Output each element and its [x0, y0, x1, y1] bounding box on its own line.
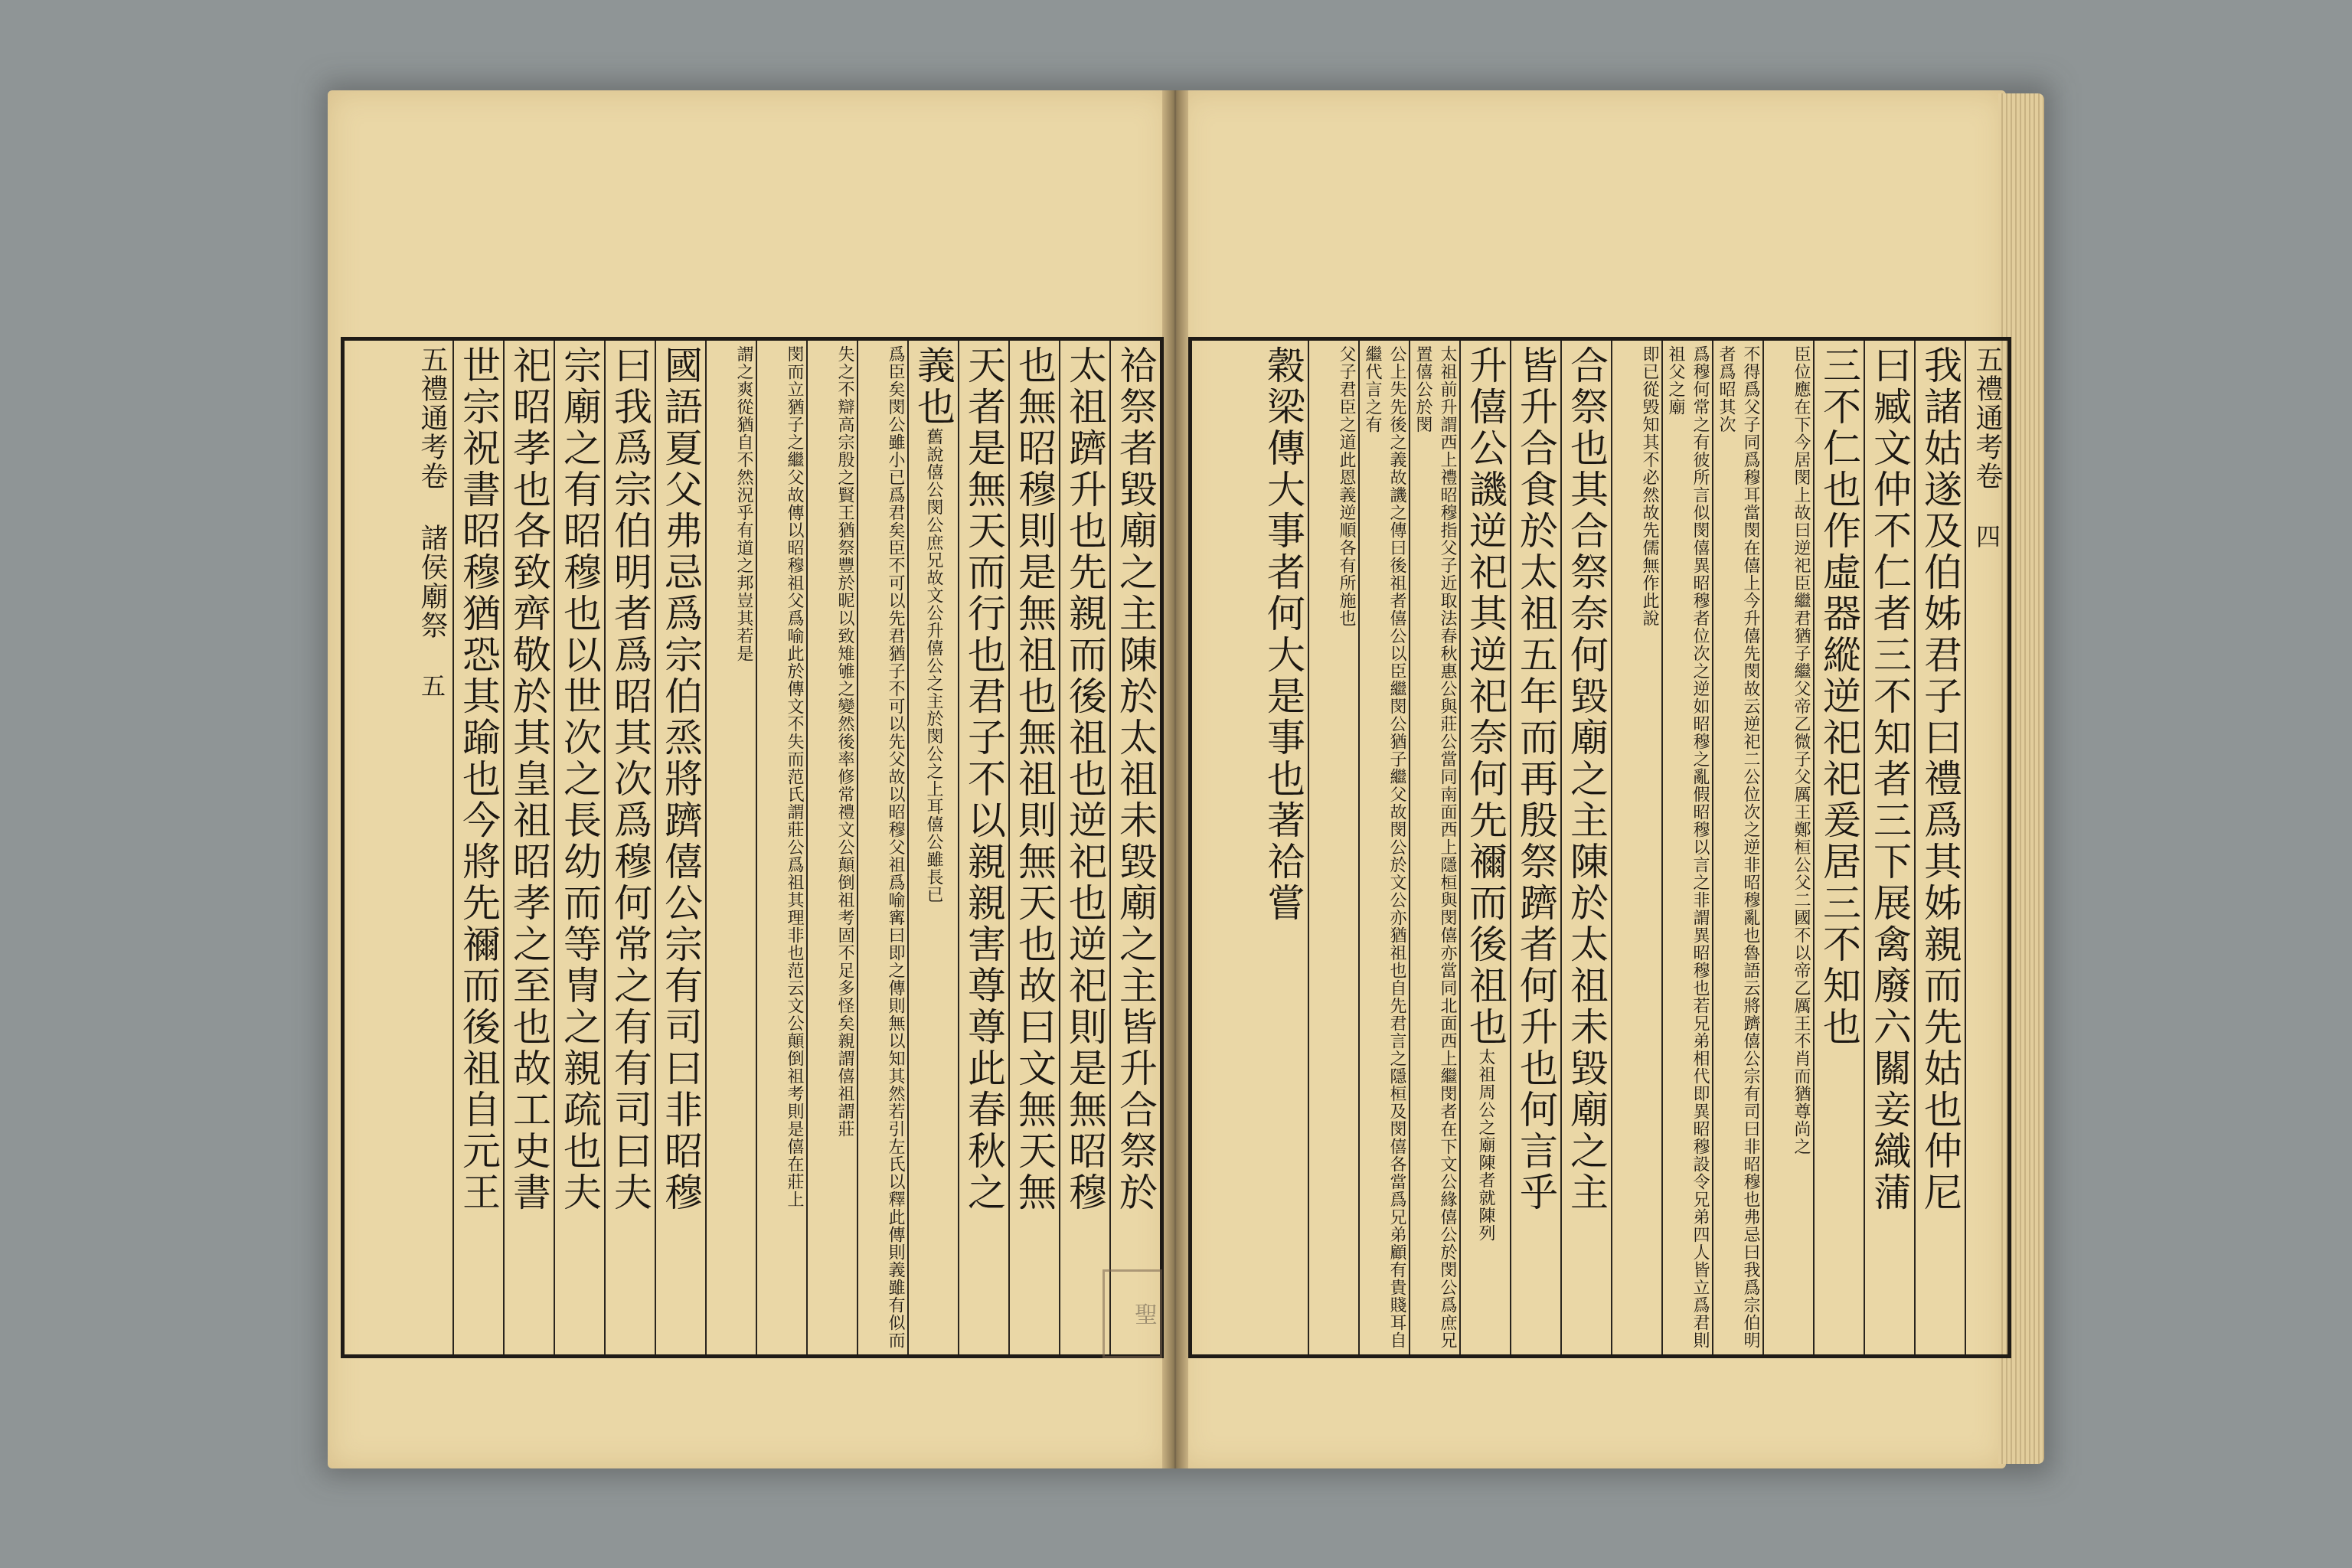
note-text: 臣位應在下今居閔上故曰逆祀臣繼君猶子繼父帝乙微子父厲王鄭桓公父: [1792, 345, 1811, 891]
text-column: 三不仁也作虛器縱逆祀祀爰居三不知也: [1813, 341, 1864, 1354]
text-column: 世宗祝書昭穆猶恐其踰也今將先禰而後祖自元王: [452, 341, 503, 1354]
note-text: 閔而立猶子之繼父故傳以昭穆祖父爲喻此於傳文不失而范氏謂莊公爲祖: [785, 345, 804, 891]
text-column: 也無昭穆則是無祖也無祖則無天也故曰文無天無: [1008, 341, 1059, 1354]
note-text: 不得爲父子同爲穆耳當閔在僖上今升僖先閔故云逆祀二公位次之逆非昭: [1741, 345, 1760, 891]
text-column: 我諸姑遂及伯姊君子曰禮爲其姊親而先姑也仲尼: [1914, 341, 1965, 1354]
right-text-frame: [1188, 337, 2011, 1358]
text-column: 曰我爲宗伯明者爲昭其次爲穆何常之有有司曰夫: [604, 341, 655, 1354]
note-column: [1358, 341, 1409, 1354]
note-column: [1308, 341, 1358, 1354]
left-page-number: 五: [417, 673, 446, 699]
note-text: 太祖前升謂西上禮昭穆指父子近取法春秋惠公與莊公當同南面西上隱桓: [1438, 345, 1457, 891]
text-column: 合祭也其合祭奈何毀廟之主陳於太祖未毀廟之主: [1560, 341, 1611, 1354]
text-column: 祫祭者毀廟之主陳於太祖未毀廟之主皆升合祭於: [1109, 341, 1160, 1354]
note-text: 謂之爽從猶自不然況乎有道之邦豈其若是: [734, 345, 753, 662]
text-column: 天者是無天而行也君子不以親親害尊尊此春秋之: [958, 341, 1008, 1354]
text-run: 義也: [911, 345, 956, 428]
book-gutter: [1162, 90, 1188, 1468]
note-column: [1661, 341, 1712, 1354]
note-column: [806, 341, 857, 1354]
text-column: [1459, 341, 1510, 1354]
note-text: 即已從毁知其不必: [1640, 345, 1659, 486]
right-margin-header: 五禮通考卷: [1971, 345, 2003, 491]
right-page-number: 四: [1972, 524, 2001, 550]
text-column: 皆升合食於太祖五年而再殷祭躋者何升也何言乎: [1510, 341, 1560, 1354]
left-text-frame: [341, 337, 1164, 1358]
text-column: 宗廟之有昭穆也以世次之長幼而等冑之親疏也夫: [554, 341, 604, 1354]
text-column: 曰臧文仲不仁者三不知者三下展禽廢六關妾織蒲: [1864, 341, 1914, 1354]
left-margin-title: 諸侯廟祭: [416, 524, 448, 640]
note-column: [756, 341, 806, 1354]
text-column: [907, 341, 958, 1354]
note-text: 公亦猶祖也自先君言之隱桓及閔僖各當爲兄弟顧有貴賤耳自繼代言之有: [1363, 345, 1406, 1349]
note-text: 公上失先後之義故譏之傳曰後祖者僖公以臣繼閔公猶子繼父故閔公於文: [1387, 345, 1406, 891]
note-text: 二國不以帝乙厲王不肖而猶尊尚之: [1792, 891, 1811, 1155]
text-column: 太祖躋升也先親而後祖也逆祀也逆祀則是無昭穆: [1059, 341, 1109, 1354]
note-text: 考固不足多怪矣親謂僖祖謂莊: [835, 909, 854, 1138]
note-text: 父祖爲喻寗曰即之傳則無以知其然若引左氏以釋此傳則義雖有似而: [886, 838, 905, 1349]
note-column: [857, 341, 907, 1354]
ink-stamp: 聖: [1102, 1269, 1162, 1358]
note-text: 舊說僖公閔公庶兄故文公升僖公之主於閔公之上耳僖公雖長已: [924, 428, 943, 903]
left-margin-header: 五禮通考卷: [416, 345, 448, 491]
text-run: 升僖公譏逆祀其逆祀奈何先禰而後祖也: [1463, 345, 1508, 1048]
text-column: 國語夏父弗忌爲宗伯烝將躋僖公宗有司曰非昭穆: [655, 341, 705, 1354]
note-column: [1762, 341, 1813, 1354]
note-text: 然故先儒無作此說: [1640, 486, 1659, 627]
left-margin-column: [410, 341, 452, 1354]
note-text: 其理非也范云文公顛倒祖考則是僖在莊上: [785, 891, 804, 1208]
text-column: 祀昭孝也各致齊敬於其皇祖昭孝之至也故工史書: [503, 341, 554, 1354]
note-text: 義逆順各有所施也: [1337, 486, 1356, 627]
note-text: 爲臣矣閔公雖小已爲君矣臣不可以先君猶子不可以先父故以昭穆: [886, 345, 905, 838]
note-text: 與閔僖亦當同北面西上繼閔者在下文公緣僖公於閔公爲庶兄置僖公於閔: [1413, 345, 1457, 1349]
note-column: [1712, 341, 1762, 1354]
note-text: 父子君臣之道此恩: [1337, 345, 1356, 486]
note-column: [1611, 341, 1661, 1354]
note-text: 太祖周公之廟陳者就陳列: [1476, 1048, 1495, 1242]
text-column: 穀梁傳大事者何大是事也著祫嘗: [1261, 345, 1305, 924]
note-text: 爲穆何常之有彼所言似閔僖異昭穆者位次之逆如昭穆之亂假昭穆以言: [1690, 345, 1710, 874]
note-column: [705, 341, 756, 1354]
note-text: 失之不辯高宗殷之賢王猶祭豐於昵以致雉雊之變然後率修常禮文公顛倒祖: [835, 345, 854, 909]
note-column: [1409, 341, 1459, 1354]
note-text: 穆亂也魯語云將躋僖公宗有司曰非昭穆也弗忌曰我爲宗伯明者爲昭其次: [1717, 345, 1760, 1349]
note-text: 之非謂異昭穆也若兄弟相代即異昭穆設令兄弟四人皆立爲君則祖父之廟: [1666, 345, 1710, 1349]
right-margin-column: [1965, 341, 2007, 1354]
